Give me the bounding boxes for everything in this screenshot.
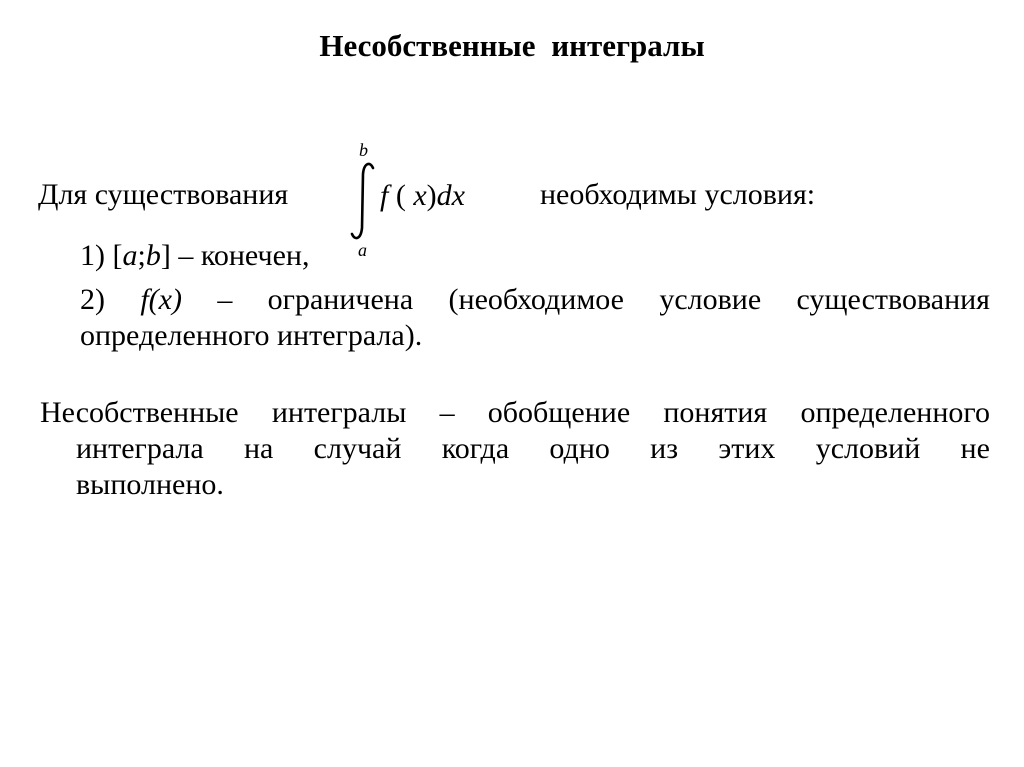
condition-2-word: ограничена (267, 283, 414, 316)
paragraph-line-3: выполнено. (76, 468, 224, 501)
paragraph-word: Несобственные (40, 396, 239, 429)
paragraph-word: из (650, 432, 679, 465)
paragraph-word: случай (313, 432, 402, 465)
integrand-open-paren: ( (395, 179, 406, 212)
paragraph-word: на (244, 432, 274, 465)
condition-1-rest: ] – конечен, (160, 239, 310, 272)
condition-1-b: b (145, 239, 161, 272)
integral-formula (340, 136, 520, 266)
paragraph-word: определенного (800, 396, 990, 429)
condition-2-function: f(x) (140, 283, 182, 316)
paragraph-word: – (439, 396, 455, 429)
integral-upper-limit: b (359, 140, 368, 160)
paragraph-line-1 (40, 395, 990, 431)
condition-1-separator: ; (137, 239, 146, 272)
paragraph-word: обобщение (487, 396, 631, 429)
integrand-variable: x (413, 179, 427, 212)
condition-2-word: (необходимое (448, 283, 624, 316)
condition-2-word: существования (796, 283, 990, 316)
integrand-differential: dx (436, 179, 465, 212)
integrand-function: f (380, 179, 389, 212)
condition-2-line-2: определенного интеграла). (80, 319, 423, 352)
page-title: Несобственные интегралы (319, 28, 705, 63)
paragraph-word: понятия (663, 396, 768, 429)
condition-2-line-1 (80, 282, 990, 318)
paragraph-word: когда (441, 432, 510, 465)
integrand (380, 178, 465, 214)
intro-text-after: необходимы условия: (540, 178, 816, 211)
integral-lower-limit: a (358, 240, 367, 260)
condition-2-word: условие (659, 283, 762, 316)
integrand-close-paren: ) (426, 179, 437, 212)
definition-paragraph (40, 395, 990, 503)
condition-1 (80, 238, 309, 274)
paragraph-word: интегралы (271, 396, 407, 429)
paragraph-word: одно (549, 432, 610, 465)
paragraph-line-2 (40, 431, 990, 467)
paragraph-word: условий (815, 432, 921, 465)
paragraph-word: этих (718, 432, 776, 465)
condition-1-number: 1) [ (80, 239, 123, 272)
paragraph-word: интеграла (76, 432, 204, 465)
condition-2 (80, 282, 990, 354)
condition-1-a: a (122, 239, 138, 272)
condition-2-word: – (217, 283, 233, 316)
integral-sign-icon (346, 160, 380, 242)
condition-2-word: 2) (80, 283, 105, 316)
paragraph-word: не (960, 432, 990, 465)
intro-text-before: Для существования (38, 178, 289, 211)
